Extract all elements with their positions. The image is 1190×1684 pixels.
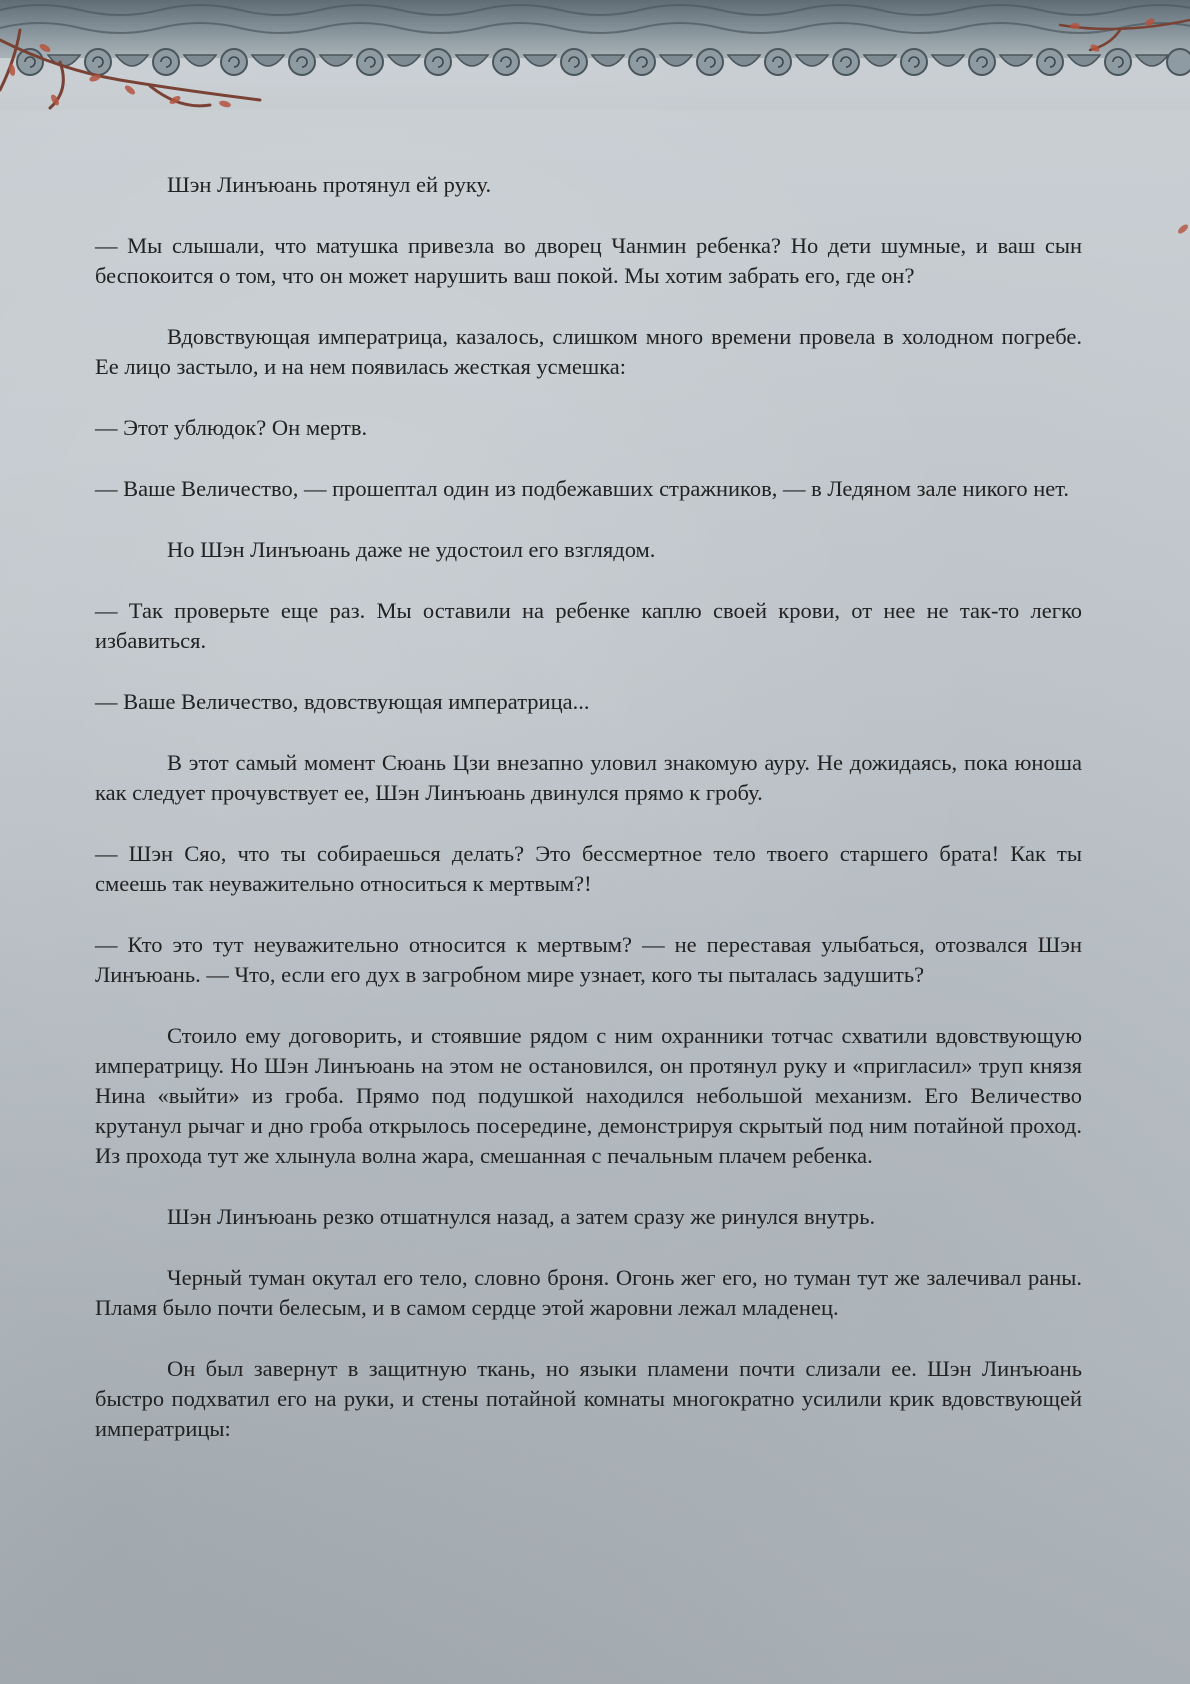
paragraph: В этот самый момент Сюань Цзи внезапно уловил знакомую ауру. Не дожидаясь, пока юноша как следует прочувствует ее, Шэн Линъюань двинулся прямо к гробу. [95,750,1082,805]
paragraph: — Шэн Сяо, что ты собираешься делать? Это бессмертное тело твоего старшего брата! Как ты смеешь так неуважительно относиться к мертвым?! [95,841,1082,896]
paragraph: — Ваше Величество, — прошептал один из подбежавших стражников, — в Ледяном зале никого нет. [95,476,1070,501]
paragraph: Стоило ему договорить, и стоявшие рядом с ним охранники тотчас схватили вдовствующую императрицу. Но Шэн Линъюань на этом не остановился, он протянул руку и «пригласил» труп князя Нина «выйти» из гроба. Прямо под подушкой находился небольшой механизм. Его Величество крутанул рычаг и дно гроба открылось посередине, демонстрируя скрытый под ним потайной проход. Из прохода тут же хлынула волна жара, смешанная с печальным плачем ребенка. [95,1023,1082,1168]
petal-decoration [1176,222,1190,236]
paragraph: Вдовствующая императрица, казалось, слишком много времени провела в холодном погребе. Ее лицо застыло, и на нем появилась жесткая усмешка: [95,324,1082,379]
paragraph: — Ваше Величество, вдовствующая императрица... [95,689,590,714]
roof-tiles-decoration [0,0,1190,110]
roof-tiles-illustration [0,0,1190,110]
paragraph: Но Шэн Линъюань даже не удостоил его взглядом. [167,537,656,562]
document-body [95,170,1082,1444]
paragraph: — Мы слышали, что матушка привезла во дворец Чанмин ребенка? Но дети шумные, и ваш сын беспокоится о том, что он может нарушить ваш покой. Мы хотим забрать его, где он? [95,233,1082,288]
paragraph: — Кто это тут неуважительно относится к мертвым? — не переставая улыбаться, отозвался Шэн Линъюань. — Что, если его дух в загробном мире узнает, кого ты пыталась задушить? [95,932,1082,987]
paragraph: — Так проверьте еще раз. Мы оставили на ребенке каплю своей крови, от нее не так-то легко избавиться. [95,598,1082,653]
paragraph: Шэн Линъюань протянул ей руку. [167,172,492,197]
paragraph: Черный туман окутал его тело, словно броня. Огонь жег его, но туман тут же залечивал раны. Пламя было почти белесым, и в самом сердце этой жаровни лежал младенец. [95,1265,1082,1320]
paragraph: Он был завернут в защитную ткань, но языки пламени почти слизали ее. Шэн Линъюань быстро подхватил его на руки, и стены потайной комнаты многократно усилили крик вдовствующей императрицы: [95,1356,1082,1441]
paragraph: Шэн Линъюань резко отшатнулся назад, а затем сразу же ринулся внутрь. [167,1204,876,1229]
paragraph: — Этот ублюдок? Он мертв. [95,415,368,440]
